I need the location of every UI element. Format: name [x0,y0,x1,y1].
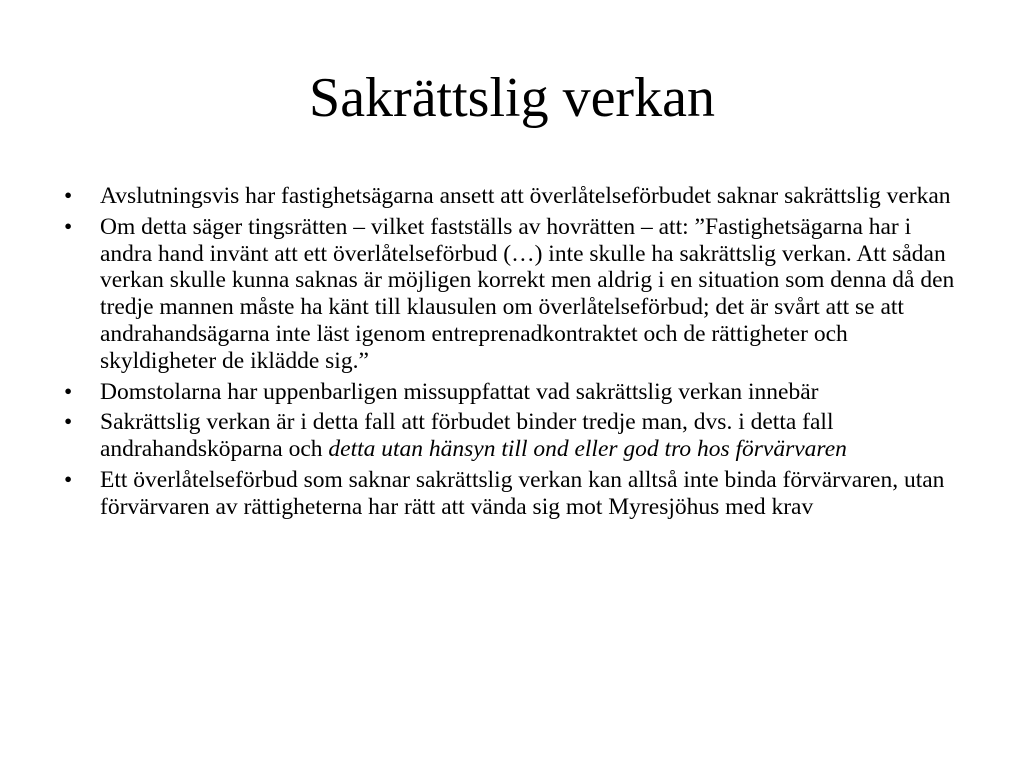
bullet-dot-icon: • [64,466,73,493]
bullet-text: Ett överlåtelseförbud som saknar sakrättslig verkan kan alltså inte binda förvärvaren, utan förvärvaren av rättigheterna har rätt att vända sig mot Myresjöhus med krav [100,466,945,520]
bullet-dot-icon: • [64,183,73,209]
bullet-item [64,183,964,210]
bullet-item [64,467,964,521]
slide-title: Sakrättslig verkan [309,67,715,129]
bullet-text: Domstolarna har uppenbarligen missuppfattat vad sakrättslig verkan innebär [100,378,819,405]
bullet-text: Avslutningsvis har fastighetsägarna ansett att överlåtelseförbudet saknar sakrättslig verkan [100,183,951,209]
bullet-text-italic: detta utan hänsyn till ond eller god tro hos förvärvaren [328,436,847,463]
bullet-item [64,214,964,375]
bullet-dot-icon: • [64,378,73,405]
bullet-text: Om detta säger tingsrätten – vilket fastställs av hovrätten – att: ”Fastighetsägarna har i andra hand invänt att ett överlåtelseförbud (…) inte skulle ha sakrättslig verkan. Att sådan verkan skulle kunna saknas är möjligen korrekt men aldrig i en situation som denna då den tredje mannen måste ha känt till klausulen om överlåtelseförbud; det är svårt att se att andrahandsägarna inte läst igenom entreprenadkontraktet och de rättigheter och skyldigheter de iklädde sig.” [100,213,955,374]
bullet-list [64,183,964,525]
bullet-dot-icon: • [64,409,73,436]
bullet-text: Sakrättslig verkan är i detta fall att förbudet binder tredje man, dvs. i detta fall andrahandsköparna och [100,409,834,463]
bullet-item [64,379,964,406]
bullet-item [64,409,964,463]
bullet-dot-icon: • [64,213,73,240]
